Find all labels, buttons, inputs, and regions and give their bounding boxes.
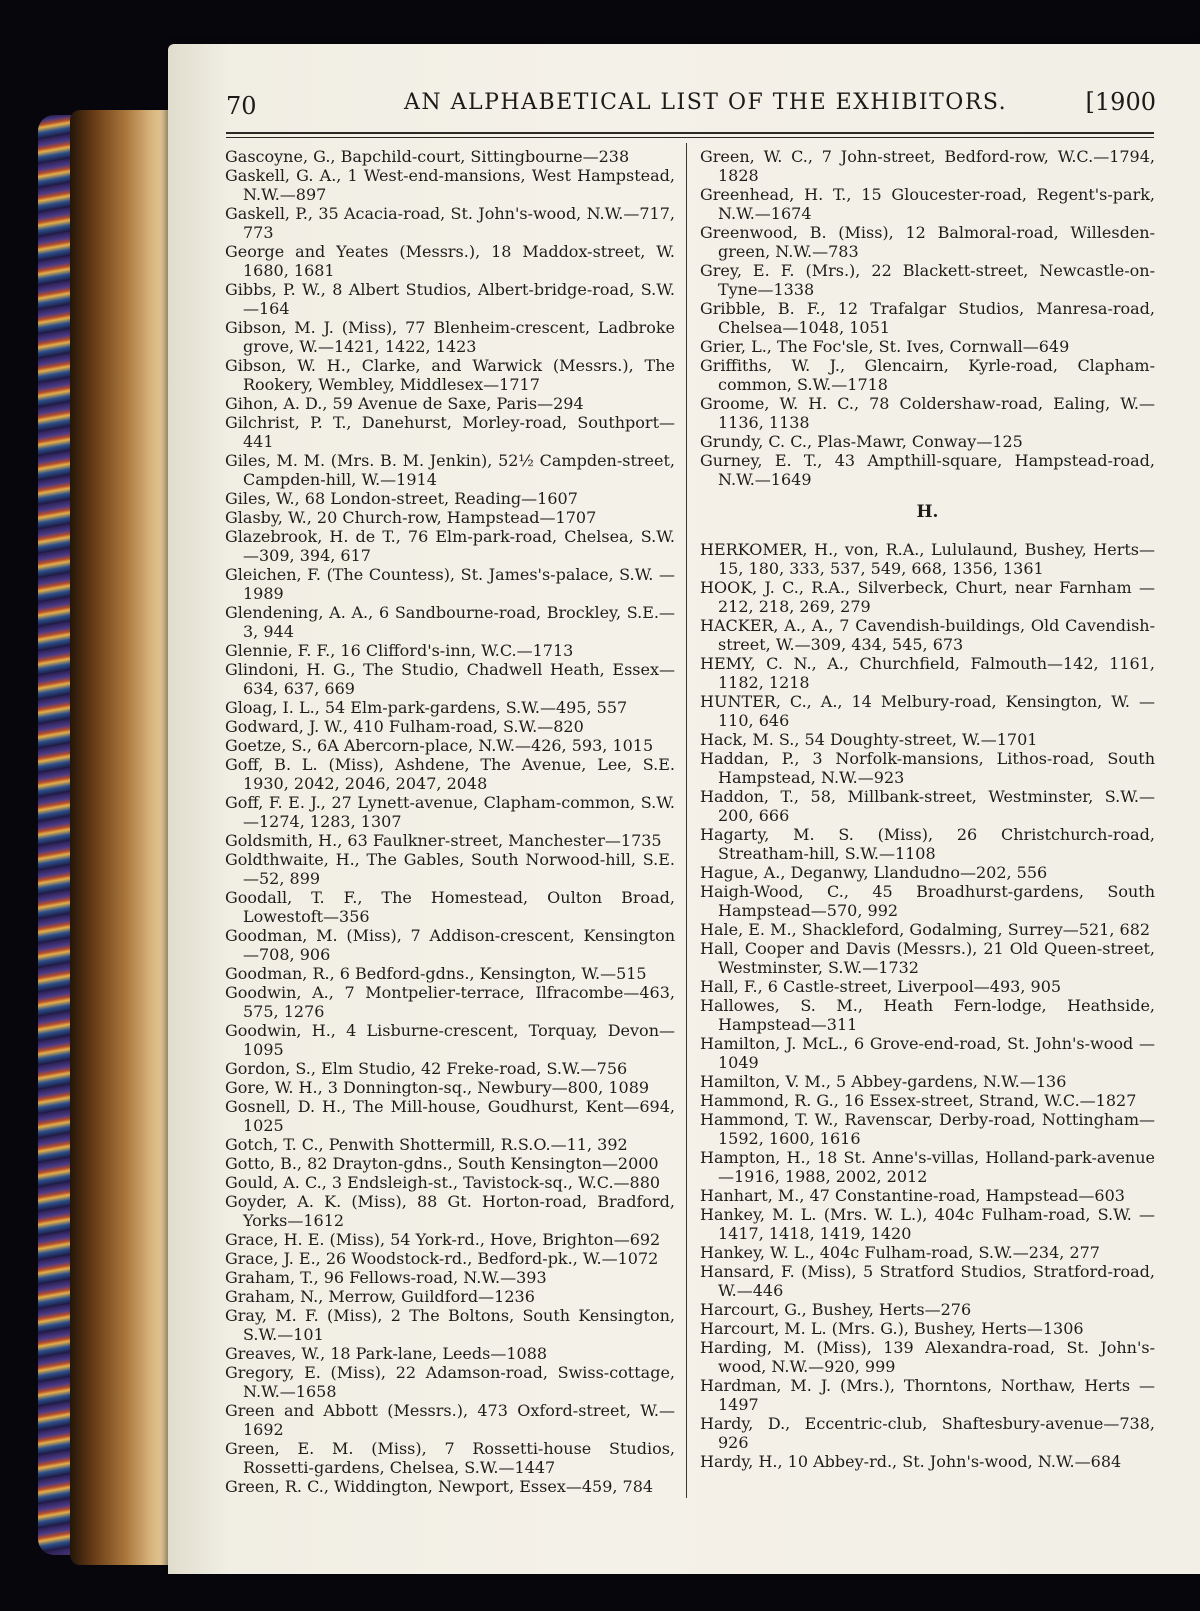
exhibitor-entry: Gotto, B., 82 Drayton-gdns., South Kensington—2000 [225, 1154, 659, 1173]
exhibitor-entry: Hagarty, M. S. (Miss), 26 Christchurch-road, Streatham-hill, S.W.—1108 [700, 825, 1155, 863]
left-column [225, 147, 675, 1496]
exhibitor-entry: HERKOMER, H., von, R.A., Lululaund, Bushey, Herts—15, 180, 333, 537, 549, 668, 1356, 1361 [700, 540, 1155, 578]
exhibitor-entry: Hallowes, S. M., Heath Fern-lodge, Heathside, Hampstead—311 [700, 996, 1155, 1034]
exhibitor-entry: Goodwin, A., 7 Montpelier-terrace, Ilfracombe—463, 575, 1276 [225, 983, 675, 1021]
exhibitor-entry: Haddan, P., 3 Norfolk-mansions, Lithos-road, South Hampstead, N.W.—923 [700, 749, 1155, 787]
exhibitor-entry: HUNTER, C., A., 14 Melbury-road, Kensington, W. —110, 646 [700, 692, 1155, 730]
right-column-g-entries [700, 147, 1155, 489]
running-title: AN ALPHABETICAL LIST OF THE EXHIBITORS. [404, 90, 1008, 115]
header-rule-thin [226, 137, 1154, 138]
exhibitor-entry: Gihon, A. D., 59 Avenue de Saxe, Paris—294 [225, 394, 584, 413]
exhibitor-entry: Grundy, C. C., Plas-Mawr, Conway—125 [700, 432, 1023, 451]
exhibitor-entry: Gould, A. C., 3 Endsleigh-st., Tavistock-sq., W.C.—880 [225, 1173, 661, 1192]
exhibitor-entry: Gloag, I. L., 54 Elm-park-gardens, S.W.—495, 557 [225, 698, 628, 717]
exhibitor-entry: Gibson, W. H., Clarke, and Warwick (Messrs.), The Rookery, Wembley, Middlesex—1717 [225, 356, 675, 394]
exhibitor-entry: Goetze, S., 6A Abercorn-place, N.W.—426, 593, 1015 [225, 736, 654, 755]
exhibitor-entry: Hammond, T. W., Ravenscar, Derby-road, Nottingham—1592, 1600, 1616 [700, 1110, 1155, 1148]
exhibitor-entry: Goodall, T. F., The Homestead, Oulton Broad, Lowestoft—356 [225, 888, 675, 926]
exhibitor-entry: Glazebrook, H. de T., 76 Elm-park-road, Chelsea, S.W. —309, 394, 617 [225, 527, 675, 565]
exhibitor-entry: Gore, W. H., 3 Donnington-sq., Newbury—800, 1089 [225, 1078, 650, 1097]
exhibitor-entry: Goyder, A. K. (Miss), 88 Gt. Horton-road, Bradford, Yorks—1612 [225, 1192, 675, 1230]
exhibitor-entry: Harcourt, M. L. (Mrs. G.), Bushey, Herts—1306 [700, 1319, 1084, 1338]
exhibitor-entry: Hansard, F. (Miss), 5 Stratford Studios, Stratford-road, W.—446 [700, 1262, 1155, 1300]
exhibitor-entry: HEMY, C. N., A., Churchfield, Falmouth—142, 1161, 1182, 1218 [700, 654, 1155, 692]
exhibitor-entry: Goldthwaite, H., The Gables, South Norwood-hill, S.E. —52, 899 [225, 850, 675, 888]
exhibitor-entry: Gascoyne, G., Bapchild-court, Sittingbourne—238 [225, 147, 630, 166]
exhibitor-entry: Gordon, S., Elm Studio, 42 Freke-road, S.W.—756 [225, 1059, 628, 1078]
exhibitor-entry: Goodman, M. (Miss), 7 Addison-crescent, Kensington —708, 906 [225, 926, 675, 964]
year-label: [1900 [1085, 88, 1156, 116]
exhibitor-entry: Glasby, W., 20 Church-row, Hampstead—1707 [225, 508, 597, 527]
exhibitor-entry: Gaskell, P., 35 Acacia-road, St. John's-wood, N.W.—717, 773 [225, 204, 675, 242]
exhibitor-entry: Hankey, W. L., 404c Fulham-road, S.W.—234, 277 [700, 1243, 1100, 1262]
exhibitor-entry: Gibbs, P. W., 8 Albert Studios, Albert-bridge-road, S.W.—164 [225, 280, 675, 318]
exhibitor-entry: Griffiths, W. J., Glencairn, Kyrle-road, Clapham-common, S.W.—1718 [700, 356, 1155, 394]
exhibitor-entry: Glendening, A. A., 6 Sandbourne-road, Brockley, S.E.—3, 944 [225, 603, 675, 641]
exhibitor-entry: Graham, T., 96 Fellows-road, N.W.—393 [225, 1268, 547, 1287]
exhibitor-entry: Hall, Cooper and Davis (Messrs.), 21 Old Queen-street, Westminster, S.W.—1732 [700, 939, 1155, 977]
exhibitor-entry: Hamilton, V. M., 5 Abbey-gardens, N.W.—136 [700, 1072, 1067, 1091]
exhibitor-entry: Hankey, M. L. (Mrs. W. L.), 404c Fulham-road, S.W. —1417, 1418, 1419, 1420 [700, 1205, 1155, 1243]
exhibitor-entry: Gibson, M. J. (Miss), 77 Blenheim-crescent, Ladbroke grove, W.—1421, 1422, 1423 [225, 318, 675, 356]
exhibitor-entry: Green, W. C., 7 John-street, Bedford-row, W.C.—1794, 1828 [700, 147, 1155, 185]
header-rule [226, 132, 1154, 134]
exhibitor-entry: Green and Abbott (Messrs.), 473 Oxford-street, W.—1692 [225, 1401, 675, 1439]
exhibitor-entry: Green, E. M. (Miss), 7 Rossetti-house Studios, Rossetti-gardens, Chelsea, S.W.—1447 [225, 1439, 675, 1477]
exhibitor-entry: Gotch, T. C., Penwith Shottermill, R.S.O.—11, 392 [225, 1135, 628, 1154]
exhibitor-entry: Gribble, B. F., 12 Trafalgar Studios, Manresa-road, Chelsea—1048, 1051 [700, 299, 1155, 337]
exhibitor-entry: Grier, L., The Foc'sle, St. Ives, Cornwall—649 [700, 337, 1070, 356]
exhibitor-entry: Hampton, H., 18 St. Anne's-villas, Holland-park-avenue—1916, 1988, 2002, 2012 [700, 1148, 1155, 1186]
exhibitor-entry: Gray, M. F. (Miss), 2 The Boltons, South Kensington, S.W.—101 [225, 1306, 675, 1344]
exhibitor-entry: Grace, J. E., 26 Woodstock-rd., Bedford-pk., W.—1072 [225, 1249, 659, 1268]
right-column-h-entries [700, 540, 1155, 1471]
exhibitor-entry: Greenwood, B. (Miss), 12 Balmoral-road, Willesden-green, N.W.—783 [700, 223, 1155, 261]
exhibitor-entry: HACKER, A., A., 7 Cavendish-buildings, Old Cavendish-street, W.—309, 434, 545, 673 [700, 616, 1155, 654]
exhibitor-entry: Gregory, E. (Miss), 22 Adamson-road, Swiss-cottage, N.W.—1658 [225, 1363, 675, 1401]
page-header [226, 80, 1156, 120]
exhibitor-entry: Hammond, R. G., 16 Essex-street, Strand, W.C.—1827 [700, 1091, 1137, 1110]
exhibitor-entry: Grace, H. E. (Miss), 54 York-rd., Hove, Brighton—692 [225, 1230, 661, 1249]
page-number: 70 [226, 92, 257, 120]
exhibitor-entry: Glindoni, H. G., The Studio, Chadwell Heath, Essex—634, 637, 669 [225, 660, 675, 698]
exhibitor-entry: Goodman, R., 6 Bedford-gdns., Kensington, W.—515 [225, 964, 647, 983]
exhibitor-entry: Goff, F. E. J., 27 Lynett-avenue, Clapham-common, S.W.—1274, 1283, 1307 [225, 793, 675, 831]
exhibitor-entry: Godward, J. W., 410 Fulham-road, S.W.—820 [225, 717, 584, 736]
section-heading-h: H. [916, 502, 939, 522]
exhibitor-entry: Gleichen, F. (The Countess), St. James's-palace, S.W. —1989 [225, 565, 675, 603]
exhibitor-entry: Harcourt, G., Bushey, Herts—276 [700, 1300, 972, 1319]
exhibitor-entry: Greenhead, H. T., 15 Gloucester-road, Regent's-park, N.W.—1674 [700, 185, 1155, 223]
exhibitor-entry: Gurney, E. T., 43 Ampthill-square, Hampstead-road, N.W.—1649 [700, 451, 1155, 489]
exhibitor-entry: George and Yeates (Messrs.), 18 Maddox-street, W. 1680, 1681 [225, 242, 675, 280]
exhibitor-entry: Graham, N., Merrow, Guildford—1236 [225, 1287, 535, 1306]
exhibitor-entry: Hardman, M. J. (Mrs.), Thorntons, Northaw, Herts —1497 [700, 1376, 1155, 1414]
exhibitor-entry: Greaves, W., 18 Park-lane, Leeds—1088 [225, 1344, 548, 1363]
exhibitor-entry: Grey, E. F. (Mrs.), 22 Blackett-street, Newcastle-on-Tyne—1338 [700, 261, 1155, 299]
exhibitor-entry: Green, R. C., Widdington, Newport, Essex—459, 784 [225, 1477, 654, 1496]
exhibitor-entry: Gosnell, D. H., The Mill-house, Goudhurst, Kent—694, 1025 [225, 1097, 675, 1135]
exhibitor-entry: Goldsmith, H., 63 Faulkner-street, Manchester—1735 [225, 831, 662, 850]
exhibitor-entry: Harding, M. (Miss), 139 Alexandra-road, St. John's-wood, N.W.—920, 999 [700, 1338, 1155, 1376]
exhibitor-entry: HOOK, J. C., R.A., Silverbeck, Churt, near Farnham —212, 218, 269, 279 [700, 578, 1155, 616]
exhibitor-entry: Goff, B. L. (Miss), Ashdene, The Avenue, Lee, S.E. 1930, 2042, 2046, 2047, 2048 [225, 755, 675, 793]
exhibitor-entry: Gaskell, G. A., 1 West-end-mansions, West Hampstead, N.W.—897 [225, 166, 675, 204]
book-page-edges [70, 110, 170, 1565]
exhibitor-entry: Giles, W., 68 London-street, Reading—1607 [225, 489, 578, 508]
exhibitor-entry: Hardy, D., Eccentric-club, Shaftesbury-avenue—738, 926 [700, 1414, 1155, 1452]
exhibitor-entry: Hanhart, M., 47 Constantine-road, Hampstead—603 [700, 1186, 1125, 1205]
exhibitor-entry: Haddon, T., 58, Millbank-street, Westminster, S.W.—200, 666 [700, 787, 1155, 825]
exhibitor-entry: Gilchrist, P. T., Danehurst, Morley-road, Southport—441 [225, 413, 675, 451]
exhibitor-entry: Hall, F., 6 Castle-street, Liverpool—493, 905 [700, 977, 1062, 996]
exhibitor-entry: Hague, A., Deganwy, Llandudno—202, 556 [700, 863, 1048, 882]
right-column [700, 147, 1155, 1471]
exhibitor-entry: Giles, M. M. (Mrs. B. M. Jenkin), 52½ Campden-street, Campden-hill, W.—1914 [225, 451, 675, 489]
column-divider [686, 143, 687, 1498]
exhibitor-entry: Glennie, F. F., 16 Clifford's-inn, W.C.—1713 [225, 641, 574, 660]
exhibitor-entry: Goodwin, H., 4 Lisburne-crescent, Torquay, Devon—1095 [225, 1021, 675, 1059]
exhibitor-entry: Hale, E. M., Shackleford, Godalming, Surrey—521, 682 [700, 920, 1151, 939]
exhibitor-entry: Groome, W. H. C., 78 Coldershaw-road, Ealing, W.—1136, 1138 [700, 394, 1155, 432]
exhibitor-entry: Hack, M. S., 54 Doughty-street, W.—1701 [700, 730, 1038, 749]
exhibitor-entry: Hardy, H., 10 Abbey-rd., St. John's-wood, N.W.—684 [700, 1452, 1122, 1471]
exhibitor-entry: Hamilton, J. McL., 6 Grove-end-road, St. John's-wood —1049 [700, 1034, 1155, 1072]
exhibitor-entry: Haigh-Wood, C., 45 Broadhurst-gardens, South Hampstead—570, 992 [700, 882, 1155, 920]
